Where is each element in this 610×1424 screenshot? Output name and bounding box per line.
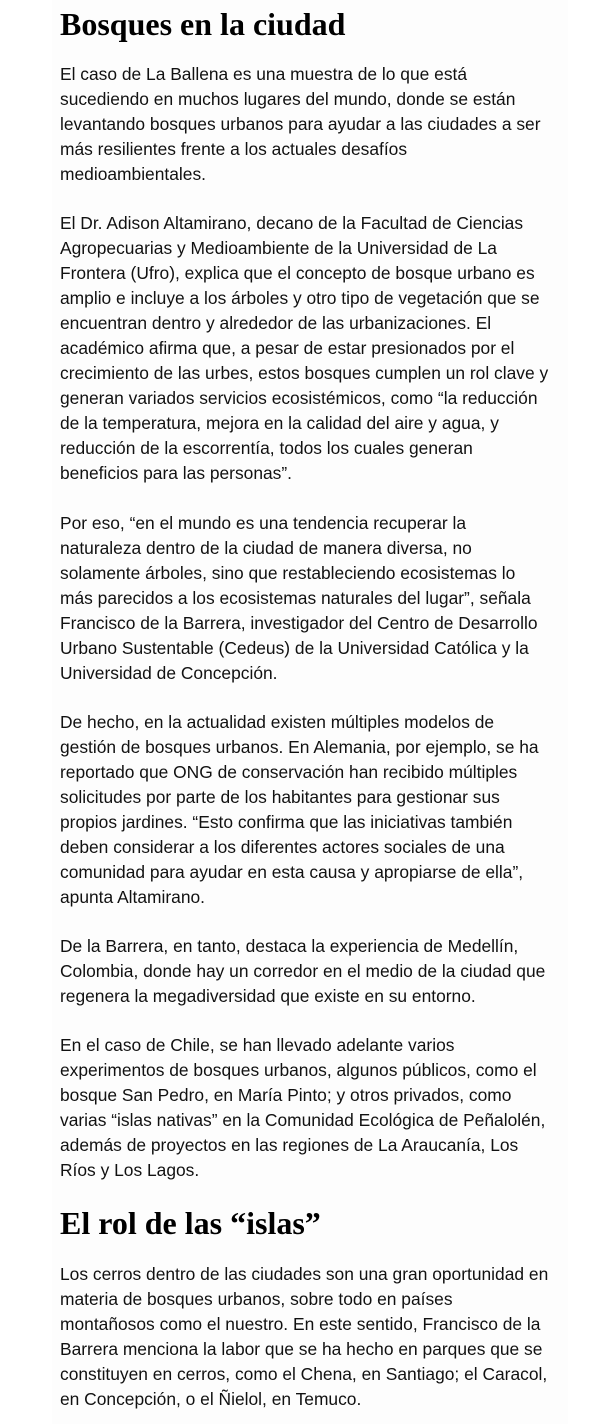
paragraph-line: De hecho, en la actualidad existen múltiples modelos de	[60, 712, 495, 732]
section-heading-islas: El rol de las “islas”	[60, 1205, 321, 1241]
paragraph-line: generan variados servicios ecosistémicos, como “la reducción	[60, 388, 538, 408]
paragraph-line: levantando bosques urbanos para ayudar a las ciudades a ser	[60, 114, 541, 134]
paragraph-line: Francisco de la Barrera, investigador del Centro de Desarrollo	[60, 613, 538, 633]
paragraph-line: medioambientales.	[60, 164, 206, 184]
paragraph-line: El caso de La Ballena es una muestra de lo que está	[60, 64, 468, 84]
paragraph-line: crecimiento de las urbes, estos bosques cumplen un rol clave y	[60, 363, 549, 383]
paragraph-line: Agropecuarias y Medioambiente de la Universidad de La	[60, 238, 497, 258]
paragraph-line: Ríos y Los Lagos.	[60, 1160, 200, 1180]
paragraph-line: Barrera menciona la labor que se ha hecho en parques que se	[60, 1339, 543, 1359]
paragraph-6	[60, 1033, 560, 1183]
paragraph-line: gestión de bosques urbanos. En Alemania, por ejemplo, se ha	[60, 737, 539, 757]
paragraph-2	[60, 211, 560, 486]
paragraph-line: En el caso de Chile, se han llevado adelante varios	[60, 1035, 455, 1055]
paragraph-line: montañosos como el nuestro. En este sentido, Francisco de la	[60, 1314, 541, 1334]
paragraph-line: varias “islas nativas” en la Comunidad Ecológica de Peñalolén,	[60, 1110, 546, 1130]
paragraph-line: materia de bosques urbanos, sobre todo en países	[60, 1289, 453, 1309]
paragraph-line: académico afirma que, a pesar de estar presionados por el	[60, 338, 515, 358]
paragraph-line: regenera la megadiversidad que existe en su entorno.	[60, 986, 476, 1006]
paragraph-line: reportado que ONG de conservación han recibido múltiples	[60, 762, 518, 782]
paragraph-line: constituyen en cerros, como el Chena, en Santiago; el Caracol,	[60, 1364, 548, 1384]
paragraph-line: reducción de la escorrentía, todos los cuales generan	[60, 438, 473, 458]
paragraph-line: Universidad de Concepción.	[60, 663, 278, 683]
paragraph-line: solamente árboles, sino que restableciendo ecosistemas lo	[60, 563, 516, 583]
paragraph-line: experimentos de bosques urbanos, algunos públicos, como el	[60, 1060, 537, 1080]
paragraph-5	[60, 934, 560, 1009]
paragraph-line: bosque San Pedro, en María Pinto; y otros privados, como	[60, 1085, 512, 1105]
paragraph-line: en Concepción, o el Ñielol, en Temuco.	[60, 1389, 362, 1409]
paragraph-line: deben considerar a los diferentes actores sociales de una	[60, 837, 505, 857]
paragraph-line: de la temperatura, mejora en la calidad del aire y agua, y	[60, 413, 499, 433]
paragraph-7	[60, 1262, 560, 1412]
paragraph-line: Frontera (Ufro), explica que el concepto de bosque urbano es	[60, 263, 535, 283]
paragraph-line: amplio e incluye a los árboles y otro tipo de vegetación que se	[60, 288, 540, 308]
paragraph-line: De la Barrera, en tanto, destaca la experiencia de Medellín,	[60, 936, 519, 956]
paragraph-line: El Dr. Adison Altamirano, decano de la Facultad de Ciencias	[60, 213, 524, 233]
paragraph-line: Por eso, “en el mundo es una tendencia recuperar la	[60, 513, 467, 533]
paragraph-line: además de proyectos en las regiones de La Araucanía, Los	[60, 1135, 519, 1155]
paragraph-line: beneficios para las personas”.	[60, 463, 293, 483]
paragraph-line: solicitudes por parte de los habitantes para gestionar sus	[60, 787, 500, 807]
section-heading-bosques: Bosques en la ciudad	[60, 6, 346, 42]
paragraph-line: más resilientes frente a los actuales desafíos	[60, 139, 408, 159]
paragraph-4	[60, 710, 560, 910]
paragraph-line: comunidad para ayudar en esta causa y apropiarse de ella”,	[60, 862, 524, 882]
paragraph-1	[60, 62, 560, 187]
paragraph-line: naturaleza dentro de la ciudad de manera diversa, no	[60, 538, 472, 558]
paragraph-line: encuentran dentro y alrededor de las urbanizaciones. El	[60, 313, 492, 333]
paragraph-line: apunta Altamirano.	[60, 887, 206, 907]
paragraph-3	[60, 511, 560, 686]
paragraph-line: Los cerros dentro de las ciudades son una gran oportunidad en	[60, 1264, 549, 1284]
paragraph-line: Urbano Sustentable (Cedeus) de la Universidad Católica y la	[60, 638, 529, 658]
paragraph-line: Colombia, donde hay un corredor en el medio de la ciudad que	[60, 961, 546, 981]
paragraph-line: sucediendo en muchos lugares del mundo, donde se están	[60, 89, 516, 109]
paragraph-line: más parecidos a los ecosistemas naturales del lugar”, señala	[60, 588, 531, 608]
paragraph-line: propios jardines. “Esto confirma que las iniciativas también	[60, 812, 513, 832]
